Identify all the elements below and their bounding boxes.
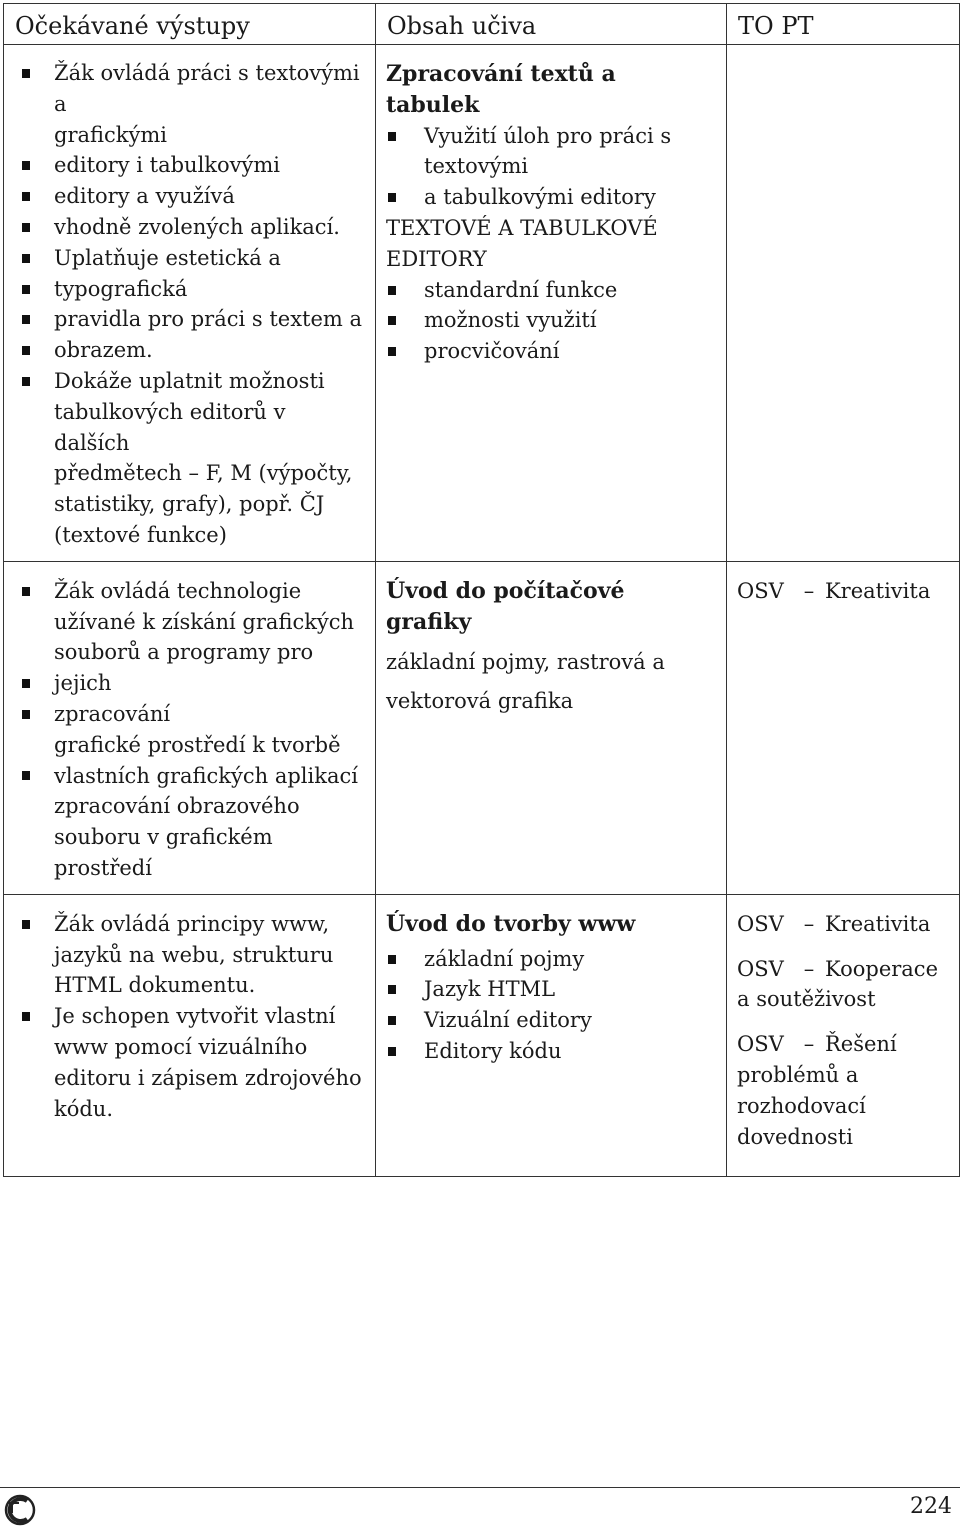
bullet-icon [22, 69, 30, 78]
bullet-icon [22, 161, 30, 170]
list-item: Jazyk HTML [386, 974, 716, 1005]
school-logo-icon [3, 1493, 41, 1527]
topics-cell [727, 45, 960, 562]
content-text: základní pojmy, rastrová a vektorová grafika [386, 650, 665, 714]
bullet-icon [388, 1016, 396, 1025]
content-heading: TEXTOVÉ A TABULKOVÉ EDITORY [386, 215, 658, 271]
table-header-row [4, 4, 960, 45]
topic-item: OSV – Kreativita [737, 578, 931, 603]
list-item: Žák ovládá práci s textovými a grafickými [14, 58, 365, 150]
bullet-icon [22, 920, 30, 929]
bullet-icon [22, 285, 30, 294]
content-title: Zpracování textů a tabulek [386, 61, 616, 118]
outcome-line: Žák ovládá technologie [54, 578, 302, 603]
topic-item: OSV – Řešení problémů a rozhodovací dovednosti [737, 1032, 897, 1149]
header-expected-outcomes: Očekávané výstupy [4, 4, 376, 45]
topic-item: OSV – Kreativita [737, 911, 931, 936]
outcome-line: zpracování [54, 701, 171, 726]
outcomes-list [14, 58, 365, 551]
bullet-icon [388, 955, 396, 964]
curriculum-table [3, 3, 960, 1177]
list-item: Dokáže uplatnit možnosti tabulkových editorů v dalších předmětech – F, M (výpočty, statistiky, grafy), popř. ČJ (textové funkce) [14, 366, 365, 551]
topics-cell [727, 561, 960, 894]
footer-divider [0, 1487, 960, 1488]
outcome-line: užívané k získání grafických [54, 609, 355, 634]
outcomes-cell [4, 894, 376, 1177]
outcome-line: vlastních grafických aplikací [54, 763, 358, 788]
bullet-icon [388, 347, 396, 356]
bullet-icon [388, 193, 396, 202]
content-cell [376, 561, 727, 894]
outcomes-list [14, 909, 365, 1125]
list-item: Využití úloh pro práci s textovými [386, 121, 716, 183]
list-item: a tabulkovými editory [386, 182, 716, 213]
bullet-icon [22, 377, 30, 386]
list-item: obrazem. [14, 335, 365, 366]
list-item: Žák ovládá principy www, jazyků na webu, strukturu HTML dokumentu. [14, 909, 365, 1001]
outcomes-list [14, 576, 365, 884]
list-item: editory a využívá [14, 181, 365, 212]
list-item: procvičování [386, 336, 716, 367]
content-title: Úvod do počítačové grafiky [386, 577, 625, 635]
table-row [4, 894, 960, 1177]
list-item: Je schopen vytvořit vlastní www pomocí vizuálního editoru i zápisem zdrojového kódu. [14, 1001, 365, 1124]
list-item: editory i tabulkovými [14, 150, 365, 181]
list-item: Vizuální editory [386, 1005, 716, 1036]
bullet-icon [388, 286, 396, 295]
bullet-icon [388, 316, 396, 325]
page-number: 224 [910, 1494, 952, 1519]
list-item: možnosti využití [386, 305, 716, 336]
content-cell [376, 894, 727, 1177]
list-item: typografická [14, 274, 365, 305]
header-curriculum-content: Obsah učiva [376, 4, 727, 45]
header-cross-topics: TO PT [727, 4, 960, 45]
bullet-icon [388, 1047, 396, 1056]
outcome-line: grafické prostředí k tvorbě [54, 732, 341, 757]
bullet-icon [22, 254, 30, 263]
outcomes-cell [4, 45, 376, 562]
outcome-line: souboru v grafickém prostředí [54, 825, 273, 880]
list-item: základní pojmy [386, 944, 716, 975]
table-row [4, 45, 960, 562]
list-item: Editory kódu [386, 1036, 716, 1067]
bullet-icon [22, 587, 30, 596]
topic-item: OSV – Kooperace a soutěživost [737, 956, 938, 1012]
outcome-line: zpracování obrazového [54, 794, 300, 819]
bullet-icon [388, 132, 396, 141]
bullet-icon [22, 315, 30, 324]
bullet-icon [22, 771, 30, 780]
list-item: pravidla pro práci s textem a [14, 304, 365, 335]
table-row [4, 561, 960, 894]
bullet-icon [22, 192, 30, 201]
bullet-icon [22, 679, 30, 688]
bullet-icon [22, 710, 30, 719]
content-cell [376, 45, 727, 562]
bullet-icon [388, 985, 396, 994]
content-title: Úvod do tvorby www [386, 910, 636, 937]
outcome-line: souborů a programy pro jejich [54, 640, 314, 696]
list-item: Uplatňuje estetická a [14, 243, 365, 274]
outcomes-cell [4, 561, 376, 894]
list-item: vhodně zvolených aplikací. [14, 212, 365, 243]
bullet-icon [22, 223, 30, 232]
list-item: standardní funkce [386, 275, 716, 306]
bullet-icon [22, 1012, 30, 1021]
bullet-icon [22, 346, 30, 355]
topics-cell [727, 894, 960, 1177]
